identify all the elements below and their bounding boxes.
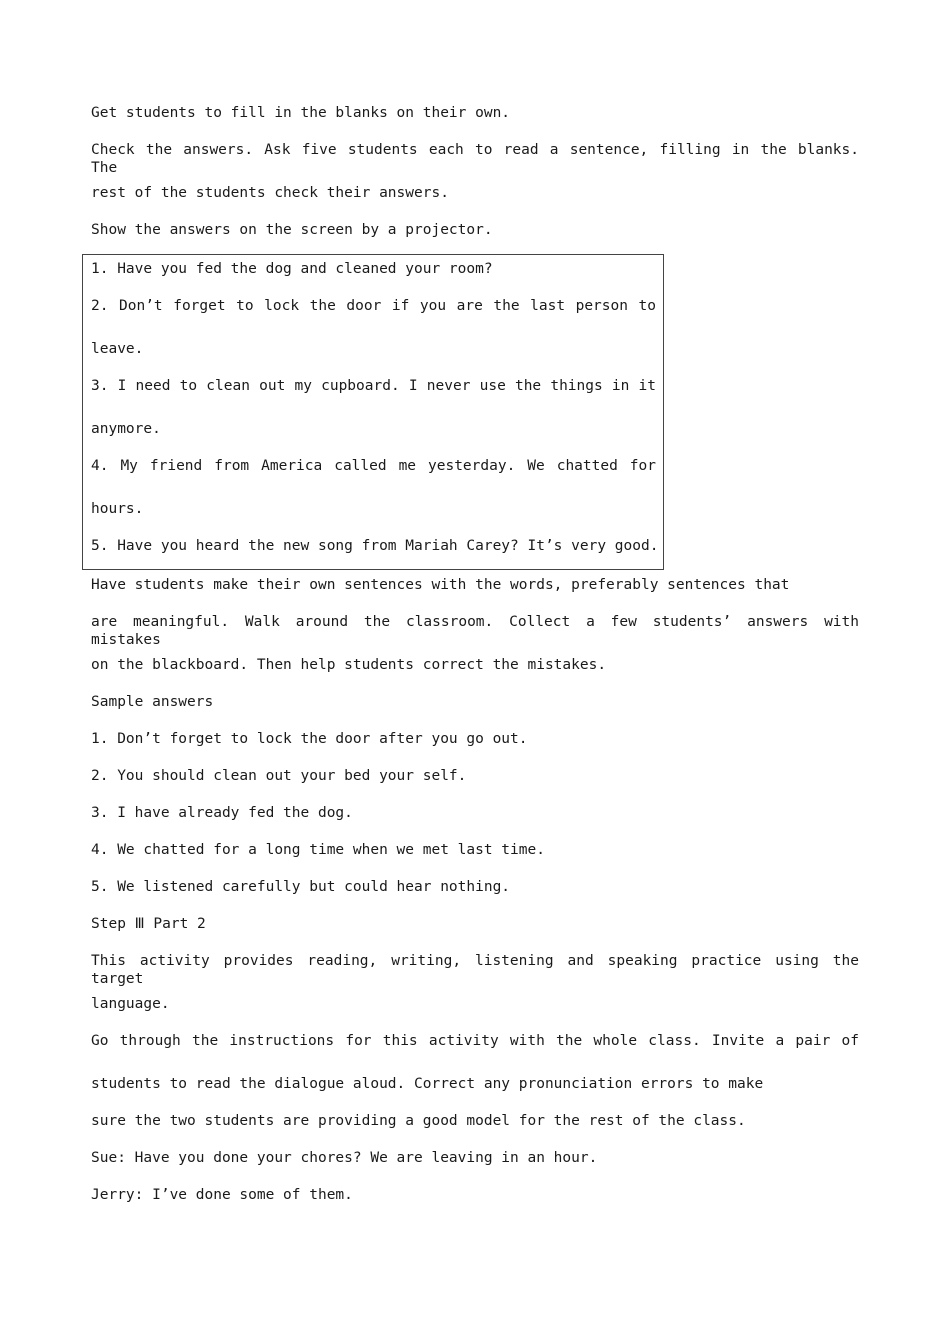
sample-answer: 4. We chatted for a long time when we met last time. bbox=[91, 842, 545, 858]
answer-line: 2. Don’t forget to lock the door if you are the last person to bbox=[91, 298, 656, 314]
sample-answer: 3. I have already fed the dog. bbox=[91, 805, 353, 821]
answer-line: anymore. bbox=[91, 421, 161, 437]
sample-answer: 5. We listened carefully but could hear nothing. bbox=[91, 879, 511, 895]
instruction-line: Check the answers. Ask five students each to read a sentence, filling in the blanks. The bbox=[91, 142, 859, 176]
body-line: students to read the dialogue aloud. Correct any pronunciation errors to make bbox=[91, 1076, 764, 1092]
body-line: Go through the instructions for this activity with the whole class. Invite a pair of bbox=[91, 1033, 859, 1049]
sample-answer: 2. You should clean out your bed your self. bbox=[91, 768, 467, 784]
sample-answer: 1. Don’t forget to lock the door after you go out. bbox=[91, 731, 528, 747]
instruction-line: Get students to fill in the blanks on their own. bbox=[91, 105, 511, 121]
answer-line: 3. I need to clean out my cupboard. I never use the things in it bbox=[91, 378, 656, 394]
body-line: sure the two students are providing a good model for the rest of the class. bbox=[91, 1113, 746, 1129]
body-line: Have students make their own sentences with the words, preferably sentences that bbox=[91, 577, 790, 593]
answer-line: hours. bbox=[91, 501, 144, 517]
body-line: This activity provides reading, writing, listening and speaking practice using the target bbox=[91, 953, 859, 987]
body-line: are meaningful. Walk around the classroom. Collect a few students’ answers with mistakes bbox=[91, 614, 859, 648]
instruction-line: rest of the students check their answers. bbox=[91, 185, 449, 201]
answer-line: 5. Have you heard the new song from Mariah Carey? It’s very good. bbox=[91, 538, 659, 554]
answer-box bbox=[82, 254, 664, 570]
section-label: Sample answers bbox=[91, 694, 214, 710]
step-heading: Step Ⅲ Part 2 bbox=[91, 916, 206, 932]
answer-line: 4. My friend from America called me yesterday. We chatted for bbox=[91, 458, 656, 474]
instruction-line: Show the answers on the screen by a projector. bbox=[91, 222, 493, 238]
dialogue-line: Jerry: I’ve done some of them. bbox=[91, 1187, 353, 1203]
body-line: language. bbox=[91, 996, 170, 1012]
answer-line: 1. Have you fed the dog and cleaned your room? bbox=[91, 261, 493, 277]
dialogue-line: Sue: Have you done your chores? We are leaving in an hour. bbox=[91, 1150, 598, 1166]
answer-line: leave. bbox=[91, 341, 144, 357]
body-line: on the blackboard. Then help students correct the mistakes. bbox=[91, 657, 607, 673]
